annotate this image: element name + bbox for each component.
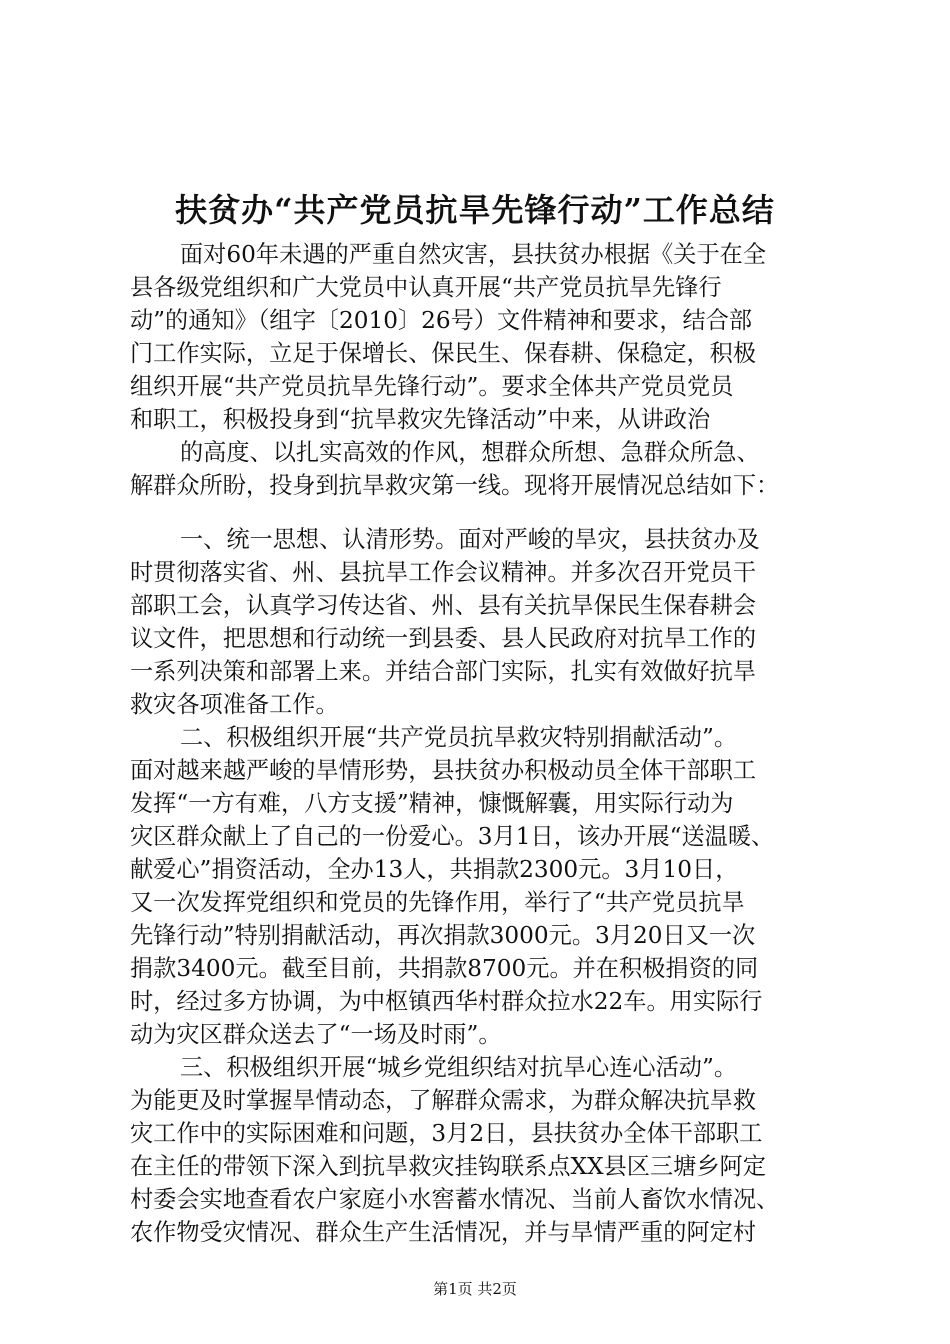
page-footer: 第1页 共2页 xyxy=(433,1280,517,1298)
body-line: 和职工，积极投身到“抗旱救灾先锋活动”中来，从讲政治 xyxy=(130,406,711,433)
section-heading-3: 三、积极组织开展“城乡党组织结对抗旱心连心活动”。 xyxy=(180,1054,738,1081)
body-line: 动为灾区群众送去了“一场及时雨”。 xyxy=(130,1021,502,1048)
body-line: 村委会实地查看农户家庭小水窖蓄水情况、当前人畜饮水情况、 xyxy=(130,1186,780,1213)
body-line: 面对越来越严峻的旱情形势，县扶贫办积极动员全体干部职工 xyxy=(130,757,757,784)
body-line: 时贯彻落实省、州、县抗旱工作会议精神。并多次召开党员干 xyxy=(130,559,757,586)
body-line: 时，经过多方协调，为中枢镇西华村群众拉水22车。用实际行 xyxy=(130,988,763,1015)
body-line: 农作物受灾情况、群众生产生活情况，并与旱情严重的阿定村 xyxy=(130,1219,757,1246)
body-line: 组织开展“共产党员抗旱先锋行动”。要求全体共产党员党员 xyxy=(130,373,734,400)
body-line: 为能更及时掌握旱情动态，了解群众需求，为群众解决抗旱救 xyxy=(130,1087,757,1114)
body-line: 救灾各项准备工作。 xyxy=(130,691,339,718)
document-title: 扶贫办“共产党员抗旱先锋行动”工作总结 xyxy=(175,191,775,229)
body-line: 先锋行动”特别捐献活动，再次捐款3000元。3月20日又一次 xyxy=(130,922,756,949)
body-line: 的高度、以扎实高效的作风，想群众所想、急群众所急、 xyxy=(180,439,760,466)
body-line: 灾工作中的实际困难和问题，3月2日，县扶贫办全体干部职工 xyxy=(130,1120,763,1147)
body-line: 议文件，把思想和行动统一到县委、县人民政府对抗旱工作的 xyxy=(130,625,757,652)
section-heading-2: 二、积极组织开展“共产党员抗旱救灾特别捐献活动”。 xyxy=(180,724,738,751)
body-line: 发挥“一方有难，八方支援”精神，慷慨解囊，用实际行动为 xyxy=(130,790,734,817)
body-line: 解群众所盼，投身到抗旱救灾第一线。现将开展情况总结如下： xyxy=(130,472,780,499)
body-line: 动”的通知》（组字〔2010〕26号）文件精神和要求，结合部 xyxy=(130,307,753,334)
body-line: 又一次发挥党组织和党员的先锋作用，举行了“共产党员抗旱 xyxy=(130,889,745,916)
body-line: 一系列决策和部署上来。并结合部门实际，扎实有效做好抗旱 xyxy=(130,658,757,685)
section-heading-1: 一、统一思想、认清形势。面对严峻的旱灾，县扶贫办及 xyxy=(180,526,760,553)
body-line: 献爱心”捐资活动，全办13人，共捐款2300元。3月10日， xyxy=(130,856,739,883)
body-line: 在主任的带领下深入到抗旱救灾挂钩联系点XX县区三塘乡阿定 xyxy=(130,1153,766,1180)
body-line: 灾区群众献上了自己的一份爱心。3月1日，该办开展“送温暖、 xyxy=(130,823,775,850)
body-line: 部职工会，认真学习传达省、州、县有关抗旱保民生保春耕会 xyxy=(130,592,757,619)
body-line: 面对60年未遇的严重自然灾害，县扶贫办根据《关于在全 xyxy=(180,241,767,268)
body-line: 捐款3400元。截至目前，共捐款8700元。并在积极捐资的同 xyxy=(130,955,759,982)
body-line: 县各级党组织和广大党员中认真开展“共产党员抗旱先锋行 xyxy=(130,274,722,301)
body-line: 门工作实际，立足于保增长、保民生、保春耕、保稳定，积极 xyxy=(130,340,757,367)
